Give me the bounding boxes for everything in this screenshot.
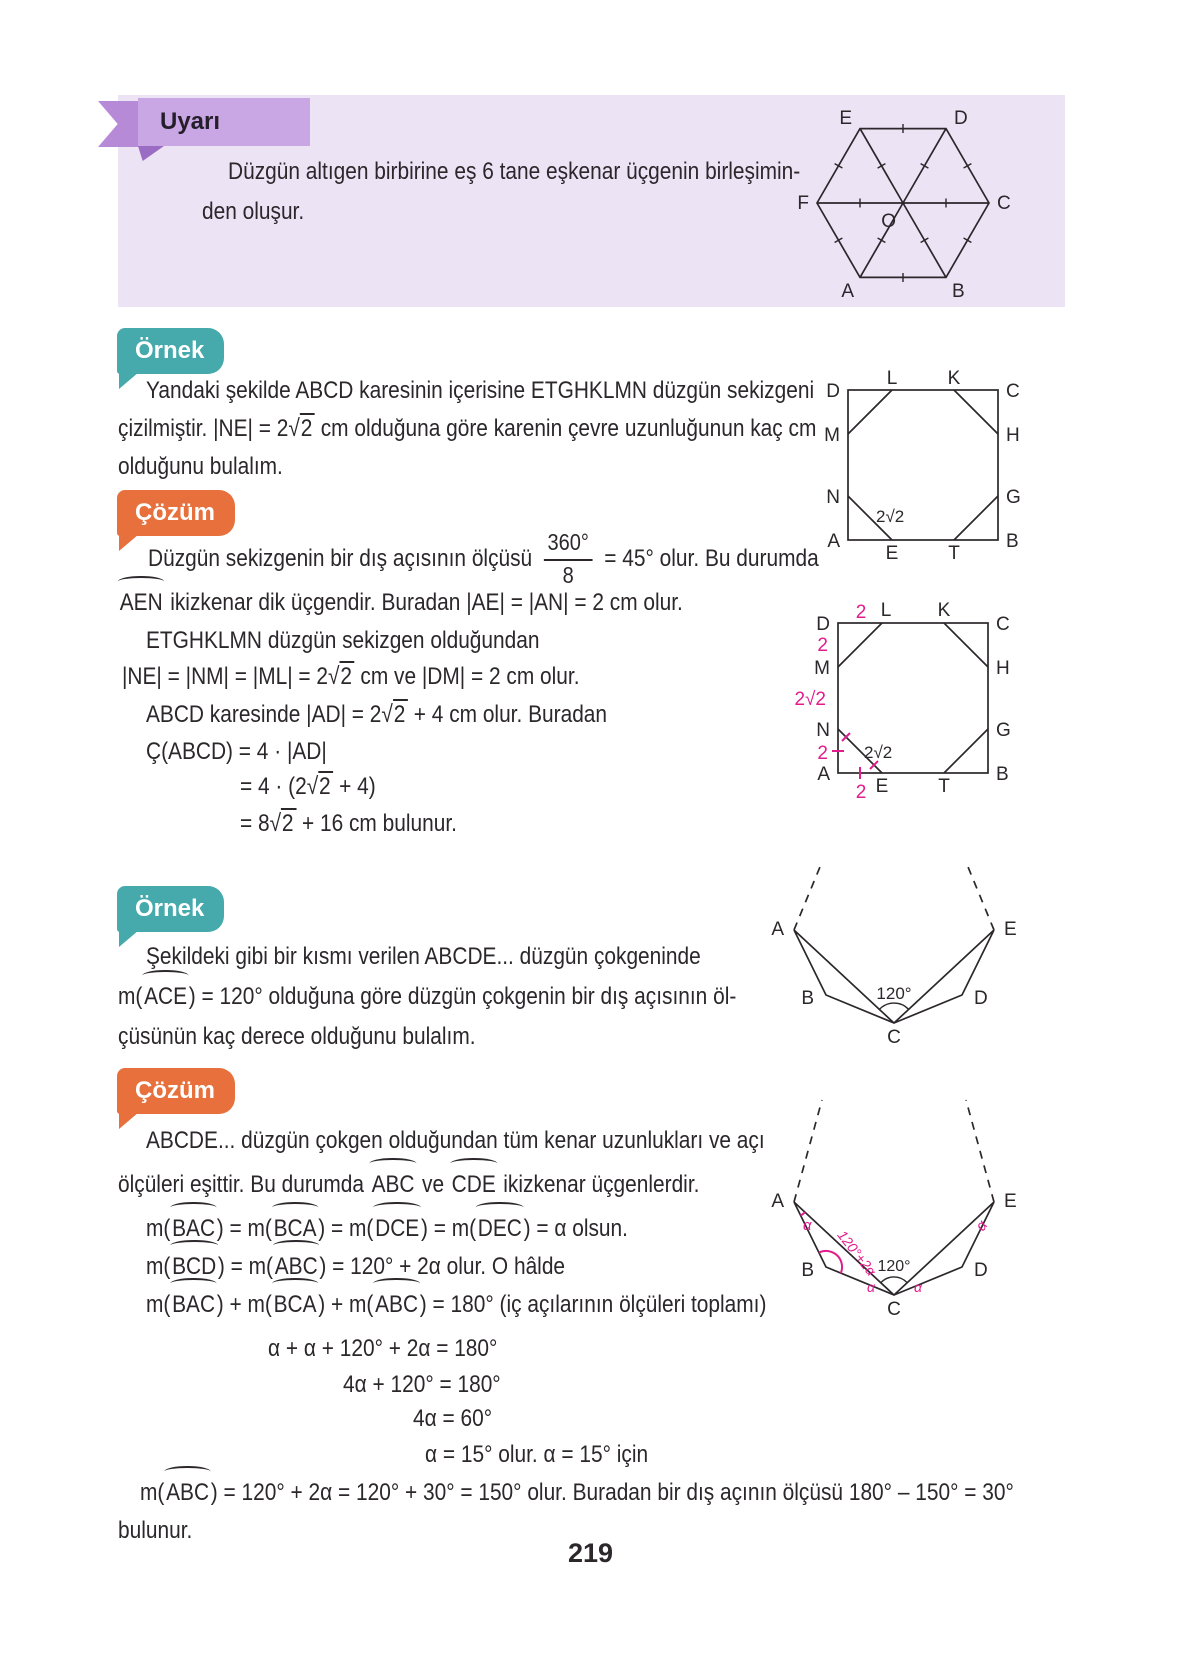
- example-text-line: çüsünün kaç derece olduğunu bulalım.: [118, 1023, 476, 1050]
- vertex-label-d: D: [826, 381, 840, 402]
- warning-badge: [138, 98, 310, 146]
- angle-label-120: 120°: [876, 984, 912, 1003]
- example-text-line: Yandaki şekilde ABCD karesinin içerisine ETGHKLMN düzgün sekizgeni: [146, 377, 815, 404]
- vertex-label-g: G: [1006, 487, 1021, 508]
- vertex-label-d: D: [974, 1260, 988, 1281]
- example-badge: [117, 886, 224, 932]
- vertex-label-k: K: [937, 600, 951, 621]
- vertex-label-b: B: [1006, 531, 1019, 552]
- vertex-label-t: T: [948, 543, 960, 563]
- vertex-label-g: G: [996, 720, 1011, 741]
- example-badge-label: Örnek: [135, 337, 205, 364]
- equation-line: 4α = 60°: [413, 1405, 493, 1432]
- solution-line: |NE| = |NM| = |ML| = 2√2 cm ve |DM| = 2 cm olur.: [122, 663, 580, 690]
- solution-line: ABCDE... düzgün çokgen olduğundan tüm kenar uzunlukları ve açı: [146, 1127, 765, 1154]
- example-badge: [117, 328, 224, 374]
- warning-badge-label: Uyarı: [160, 108, 221, 135]
- polygon-edges-and-diagonals: [794, 930, 994, 1023]
- length-label-mn: 2√2: [794, 689, 826, 710]
- equation-line: 4α + 120° = 180°: [343, 1371, 501, 1398]
- angle-label-120-2a: 120°+2α: [834, 1227, 880, 1279]
- solution-line: m(BAC) = m(BCA) = m(DCE) = m(DEC) = α olsun.: [146, 1210, 628, 1248]
- angle-arc-c: [879, 1003, 908, 1009]
- vertex-label-f: F: [797, 193, 809, 214]
- vertex-label-n: N: [826, 487, 840, 508]
- vertex-label-c: C: [887, 1299, 901, 1320]
- angle-label-alpha-a: α: [803, 1217, 812, 1234]
- angle-label-alpha-dce: α: [914, 1279, 922, 1295]
- length-label-ne: 2√2: [876, 507, 905, 526]
- vertex-label-k: K: [947, 368, 961, 389]
- octagon-figure: [818, 368, 1023, 563]
- solution-badge: [117, 1068, 235, 1114]
- example-text-line: m(ACE) = 120° olduğuna göre düzgün çokgenin bir dış açısının öl-: [118, 978, 736, 1016]
- length-label-dl: 2: [855, 602, 867, 623]
- solution-line: m(BCD) = m(ABC) = 120° + 2α olur. O hâlde: [146, 1248, 565, 1286]
- solution-line: m(BAC) + m(BCA) + m(ABC) = 180° (iç açılarının ölçüleri toplamı): [146, 1286, 766, 1324]
- page-number: 219: [567, 1538, 614, 1568]
- pink-angle-arc-b: [819, 1251, 842, 1273]
- hexagon-diagonals: [817, 129, 989, 278]
- vertex-label-l: L: [886, 368, 898, 389]
- example-text-line: çizilmiştir. |NE| = 2√2 cm olduğuna göre karenin çevre uzunluğunun kaç cm: [118, 415, 817, 442]
- solution-line: bulunur.: [118, 1517, 193, 1544]
- vertex-label-a: A: [771, 1191, 784, 1212]
- vertex-label-t: T: [938, 776, 950, 797]
- vertex-label-b: B: [801, 988, 814, 1009]
- vertex-label-a: A: [841, 281, 854, 302]
- vertex-label-c: C: [1006, 381, 1020, 402]
- polygon-figure: [762, 852, 1027, 1057]
- vertex-label-e: E: [885, 543, 899, 563]
- solution-badge-label: Çözüm: [135, 1077, 215, 1104]
- angle-label-120: 120°: [877, 1258, 911, 1275]
- vertex-label-c: C: [997, 193, 1011, 214]
- vertex-label-n: N: [816, 720, 830, 741]
- warning-text-line: den oluşur.: [202, 198, 305, 225]
- vertex-label-h: H: [1006, 425, 1020, 446]
- vertex-label-m: M: [824, 425, 840, 446]
- vertex-label-e: E: [839, 108, 852, 129]
- length-label-ne: 2√2: [864, 743, 893, 762]
- vertex-label-e: E: [1004, 919, 1017, 940]
- center-label-o: O: [881, 211, 896, 232]
- vertex-label-b: B: [952, 281, 965, 302]
- solution-line: = 8√2 + 16 cm bulunur.: [240, 810, 457, 837]
- vertex-label-a: A: [771, 919, 784, 940]
- solution-line: AEN ikizkenar dik üçgendir. Buradan |AE| = |AN| = 2 cm olur.: [118, 584, 683, 622]
- angle-label-alpha-bca: α: [867, 1279, 875, 1295]
- example-text-line: olduğunu bulalım.: [118, 453, 283, 480]
- vertex-label-b: B: [996, 764, 1009, 785]
- polygon-edges-and-diagonals: [794, 1202, 994, 1295]
- vertex-label-b: B: [801, 1260, 814, 1281]
- dashed-continuation-lines: [794, 1100, 994, 1202]
- vertex-label-m: M: [814, 658, 830, 679]
- vertex-label-d: D: [954, 108, 968, 129]
- octagon-figure-annotated: [788, 598, 1023, 808]
- angle-label-alpha-e: α: [972, 1217, 992, 1235]
- vertex-label-e: E: [1004, 1191, 1017, 1212]
- pink-angle-arc-a: [801, 1212, 805, 1215]
- equation-line: α = 15° olur. α = 15° için: [425, 1441, 649, 1468]
- example-text-line: Şekildeki gibi bir kısmı verilen ABCDE... düzgün çokgeninde: [146, 943, 701, 970]
- angle-arc-c: [881, 1277, 907, 1283]
- solution-line: Ç(ABCD) = 4 · |AD|: [146, 738, 327, 765]
- example-badge-label: Örnek: [135, 895, 205, 922]
- dashed-continuation-lines: [794, 862, 994, 930]
- octagon-corner-cuts: [848, 390, 998, 540]
- vertex-label-c: C: [996, 614, 1010, 635]
- vertex-label-c: C: [887, 1027, 901, 1048]
- vertex-label-h: H: [996, 658, 1010, 679]
- vertex-label-e: E: [875, 776, 889, 797]
- length-label-dm: 2: [817, 635, 828, 656]
- solution-badge-label: Çözüm: [135, 499, 215, 526]
- equation-line: α + α + 120° + 2α = 180°: [268, 1335, 498, 1362]
- solution-line: m(ABC) = 120° + 2α = 120° + 30° = 150° olur. Buradan bir dış açının ölçüsü 180° – 150° = 30°: [140, 1474, 1014, 1512]
- hexagon-figure: [786, 100, 1021, 305]
- length-label-ae: 2: [855, 782, 867, 803]
- vertex-label-a: A: [827, 531, 840, 552]
- solution-line: = 4 · (2√2 + 4): [240, 773, 376, 800]
- solution-line: Düzgün sekizgenin bir dış açısının ölçüsü $\frac{360^\circ}{8}$ = 45° olur. Bu durumda: [148, 529, 819, 589]
- vertex-label-l: L: [880, 600, 892, 621]
- ribbon-fold-icon: [138, 146, 164, 161]
- octagon-corner-cuts: [838, 623, 988, 773]
- length-label-na: 2: [817, 743, 828, 764]
- vertex-label-d: D: [974, 988, 988, 1009]
- vertex-label-d: D: [816, 614, 830, 635]
- polygon-figure-annotated: [752, 1082, 1027, 1332]
- vertex-label-a: A: [817, 764, 830, 785]
- solution-line: ölçüleri eşittir. Bu durumda ABC ve CDE ikizkenar üçgenlerdir.: [118, 1166, 699, 1204]
- solution-line: ETGHKLMN düzgün sekizgen olduğundan: [146, 627, 540, 654]
- solution-line: ABCD karesinde |AD| = 2√2 + 4 cm olur. Buradan: [146, 701, 608, 728]
- warning-text-line: Düzgün altıgen birbirine eş 6 tane eşkenar üçgenin birleşimin-: [228, 158, 801, 185]
- solution-badge: [117, 490, 235, 536]
